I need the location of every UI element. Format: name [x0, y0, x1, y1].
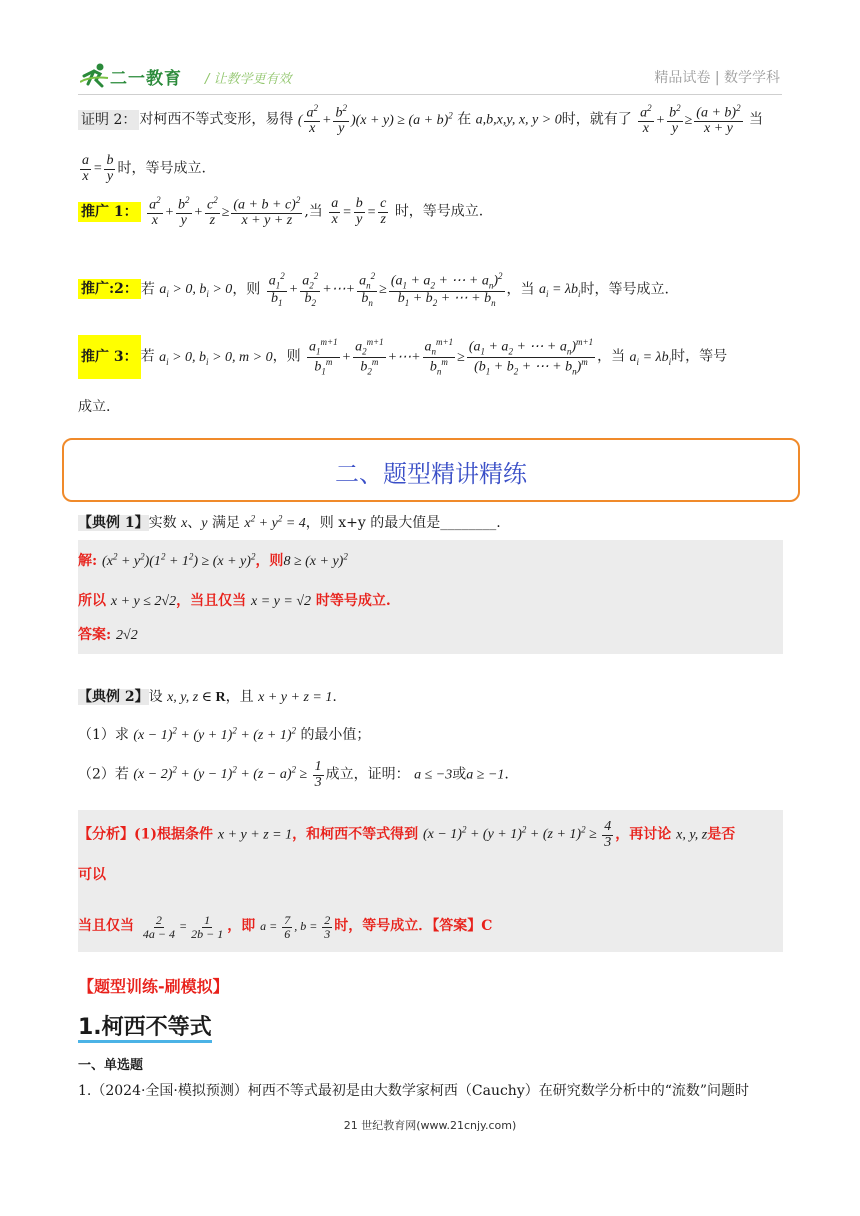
gen3-label: 推广 3： — [78, 335, 141, 379]
section-title-box — [62, 438, 800, 502]
generalization-3: 推广 3： 若 $a_i > 0$, $b_i > 0$, m > 0，则 $\frac{a_1^{m+1}}{b_1^m}$ + $\frac{a_2^{m+1}}{b_2^m}$ +⋯+ $\frac{a_n^{m+1}}{b_n^m}$ ≥ $\frac{(a_1 + a_2 + \cdots + a_n)^{m+1}}{(b_1 + b_2 + \cdots + b_n)^m}$ ，当 $a_i = \lambda b_i$时，等号 — [78, 338, 727, 377]
gen1-label: 推广 1： — [78, 202, 141, 222]
logo-runner-icon — [80, 62, 110, 88]
example2-part1: （1）求 $(x - 1)^2 + (y + 1)^2 + (z + 1)^2$ 的最小值； — [78, 725, 371, 743]
example2-analysis-line2: 可以 — [78, 867, 106, 883]
section-heading-underline — [78, 1040, 212, 1043]
proof2-label: 证明 2： — [78, 110, 139, 130]
footer: 21 世纪教育网(www.21cnjy.com) — [343, 1119, 517, 1132]
header-slogan: / 让教学更有效 — [205, 72, 292, 87]
training-title: 【题型训练-刷模拟】 — [78, 977, 229, 996]
generalization-2: 推广:2： 若 $a_i > 0$, $b_i > 0$，则 $\frac{a_1^2}{b_1}$ + $\frac{a_2^2}{b_2}$ +⋯+ $\frac{a_n^2}{b_n}$ ≥ $\frac{(a_1 + a_2 + \cdots + a_n)^2}{b_1 + b_2 + \cdots + b_n}$ ，当 $a_i = \lambda b_i$时，等号成立. — [78, 272, 669, 308]
example2-label: 【典例 2】 — [78, 689, 149, 705]
example1-answer: 答案: 2√2 — [78, 627, 138, 643]
proof2-line2: $\frac{a}{x}$ = $\frac{b}{y}$ 时，等号成立. — [82, 153, 206, 184]
gen3-continued: 成立. — [78, 399, 111, 415]
example1-solution-line2: 所以 x + y ≤ 2√2，当且仅当 x = y = √2 时等号成立. — [78, 593, 391, 609]
example2-question: 【典例 2】设 x, y, z ∈ R，且 x + y + z = 1. — [78, 689, 337, 705]
gen2-label: 推广:2： — [78, 279, 141, 299]
logo-text: 二一教育 — [110, 69, 182, 89]
single-choice-heading: 一、单选题 — [78, 1058, 144, 1073]
example1-solution-line1: 解: $(x^2 + y^2)(1^2 + 1^2) \ge (x + y)^2$，则$8 \ge (x + y)^2$ — [78, 551, 348, 569]
example2-analysis-line1: 【分析】(1)根据条件 x + y + z = 1，和柯西不等式得到 $(x - 1)^2 + (y + 1)^2 + (z + 1)^2$ ≥ $\frac{4}{3}$ ，再讨论 x, y, z是否 — [78, 819, 736, 850]
example2-part2: （2）若 $(x - 2)^2 + (y - 1)^2 + (z - a)^2$ ≥ $\frac{1}{3}$ 成立，证明： a ≤ −3或a ≥ −1. — [78, 759, 509, 790]
proof2-line1: 证明 2： 对柯西不等式变形，易得 ( $\frac{a^2}{x}$ + $\frac{b^2}{y}$ )$(x + y) \ge (a + b)^2$ 在 a,b,x,y, x, y > 0时，就有了 $\frac{a^2}{x}$ + $\frac{b^2}{y}$ ≥ $\frac{(a + b)^2}{x + y}$ 当 — [78, 104, 763, 137]
example2-analysis-line3: 当且仅当 $\frac{2}{4a - 4}$ = $\frac{1}{2b - 1}$ ，即 a = $\frac{7}{6}$ , b = $\frac{2}{3}$ 时，等号成立．【答案】C — [78, 913, 493, 941]
section-heading: 1.柯西不等式 — [78, 1015, 212, 1040]
section-title: 二、题型精讲精练 — [335, 460, 527, 488]
example1-label: 【典例 1】 — [78, 515, 149, 531]
question-1-text: 1.（2024·全国·模拟预测）柯西不等式最初是由大数学家柯西（Cauchy）在研究数学分析中的“流数”问题时 — [78, 1083, 750, 1099]
generalization-1: 推广 1： $\frac{a^2}{x}$ + $\frac{b^2}{y}$ + $\frac{c^2}{z}$ ≥ $\frac{(a + b + c)^2}{x + y + z}$ ,当 $\frac{a}{x}$ = $\frac{b}{y}$ = $\frac{c}{z}$ 时，等号成立. — [78, 196, 483, 229]
example1-question: 【典例 1】实数 x、y 满足 $x^2 + y^2 = 4$，则 x+y 的最大值是________. — [78, 513, 501, 531]
header-divider — [78, 94, 782, 95]
header-subject: 精品试卷 | 数学学科 — [654, 70, 780, 86]
